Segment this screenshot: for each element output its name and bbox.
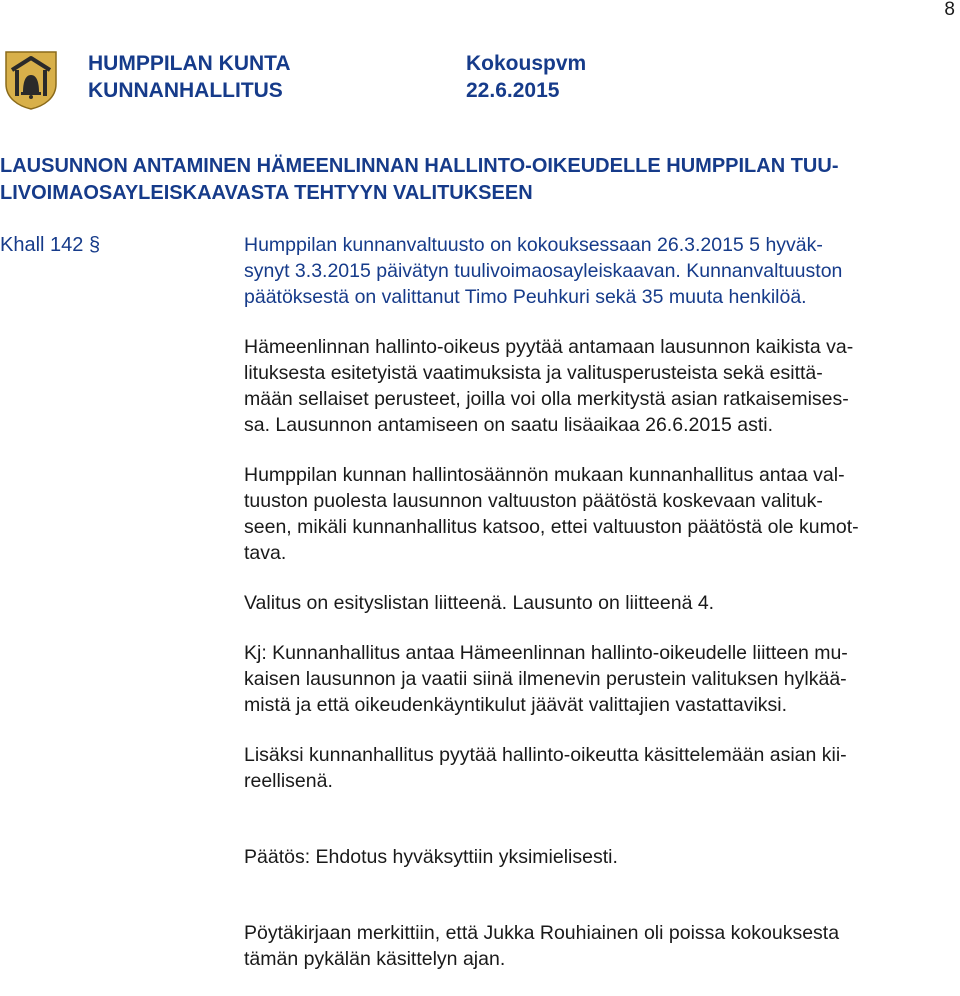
page-number: 8	[944, 0, 955, 20]
administrative-rules-paragraph	[244, 462, 956, 566]
attachment-paragraph	[244, 590, 956, 616]
text-line: Valitus on esityslistan liitteenä. Lausunto on liitteenä 4.	[244, 592, 715, 614]
meeting-date-value: 22.6.2015	[466, 79, 560, 102]
item-title-line: LIVOIMAOSAYLEISKAAVASTA TEHTYYN VALITUKSEEN	[0, 182, 533, 204]
text-line: kaisen lausunnon ja vaatii siinä ilmenevin perustein valituksen hylkää-	[244, 668, 847, 690]
meeting-date-label: Kokouspvm	[466, 52, 587, 75]
text-line: Hämeenlinnan hallinto-oikeus pyytää antamaan lausunnon kaikista va-	[244, 336, 854, 358]
minutes-note-paragraph	[244, 920, 956, 972]
section-reference: Khall 142 §	[0, 234, 101, 256]
text-line: Kj: Kunnanhallitus antaa Hämeenlinnan hallinto-oikeudelle liitteen mu-	[244, 642, 848, 664]
text-line: lituksesta esitetyistä vaatimuksista ja valitusperusteista sekä esittä-	[244, 362, 823, 384]
text-line: tuuston puolesta lausunnon valtuuston päätöstä koskevaan valituk-	[244, 490, 823, 512]
text-line: Humppilan kunnanvaltuusto on kokouksessaan 26.3.2015 5 hyväk-	[244, 234, 823, 256]
text-line: mistä ja että oikeudenkäyntikulut jäävät valittajien vastattaviksi.	[244, 694, 788, 716]
additional-request-paragraph	[244, 742, 956, 794]
municipality-name: HUMPPILAN KUNTA	[88, 52, 291, 75]
text-line: päätöksestä on valittanut Timo Peuhkuri sekä 35 muuta henkilöä.	[244, 286, 807, 308]
text-line: tava.	[244, 542, 287, 564]
intro-paragraph	[244, 232, 956, 310]
text-line: synyt 3.3.2015 päivätyn tuulivoimaosayleiskaavan. Kunnanvaltuuston	[244, 260, 843, 282]
text-line: mään sellaiset perusteet, joilla voi olla merkitystä asian ratkaisemises-	[244, 388, 849, 410]
court-request-paragraph	[244, 334, 956, 438]
text-line: Humppilan kunnan hallintosäännön mukaan kunnanhallitus antaa val-	[244, 464, 845, 486]
text-line: Lisäksi kunnanhallitus pyytää hallinto-oikeutta käsittelemään asian kii-	[244, 744, 847, 766]
item-body	[244, 232, 956, 996]
text-line: reellisenä.	[244, 770, 333, 792]
item-title-line: LAUSUNNON ANTAMINEN HÄMEENLINNAN HALLINTO-OIKEUDELLE HUMPPILAN TUU-	[0, 155, 839, 177]
bell-coat-of-arms-icon	[4, 50, 58, 110]
text-line: Päätös: Ehdotus hyväksyttiin yksimielisesti.	[244, 846, 618, 868]
board-name: KUNNANHALLITUS	[88, 79, 283, 102]
text-line: seen, mikäli kunnanhallitus katsoo, ettei valtuuston päätöstä ole kumot-	[244, 516, 859, 538]
municipality-header	[88, 50, 291, 104]
text-line: tämän pykälän käsittelyn ajan.	[244, 948, 506, 970]
text-line: Pöytäkirjaan merkittiin, että Jukka Rouhiainen oli poissa kokouksesta	[244, 922, 840, 944]
item-title	[0, 153, 955, 207]
decision-paragraph	[244, 844, 956, 870]
proposal-paragraph	[244, 640, 956, 718]
meeting-date-block	[466, 50, 586, 104]
text-line: sa. Lausunnon antamiseen on saatu lisäaikaa 26.6.2015 asti.	[244, 414, 774, 436]
